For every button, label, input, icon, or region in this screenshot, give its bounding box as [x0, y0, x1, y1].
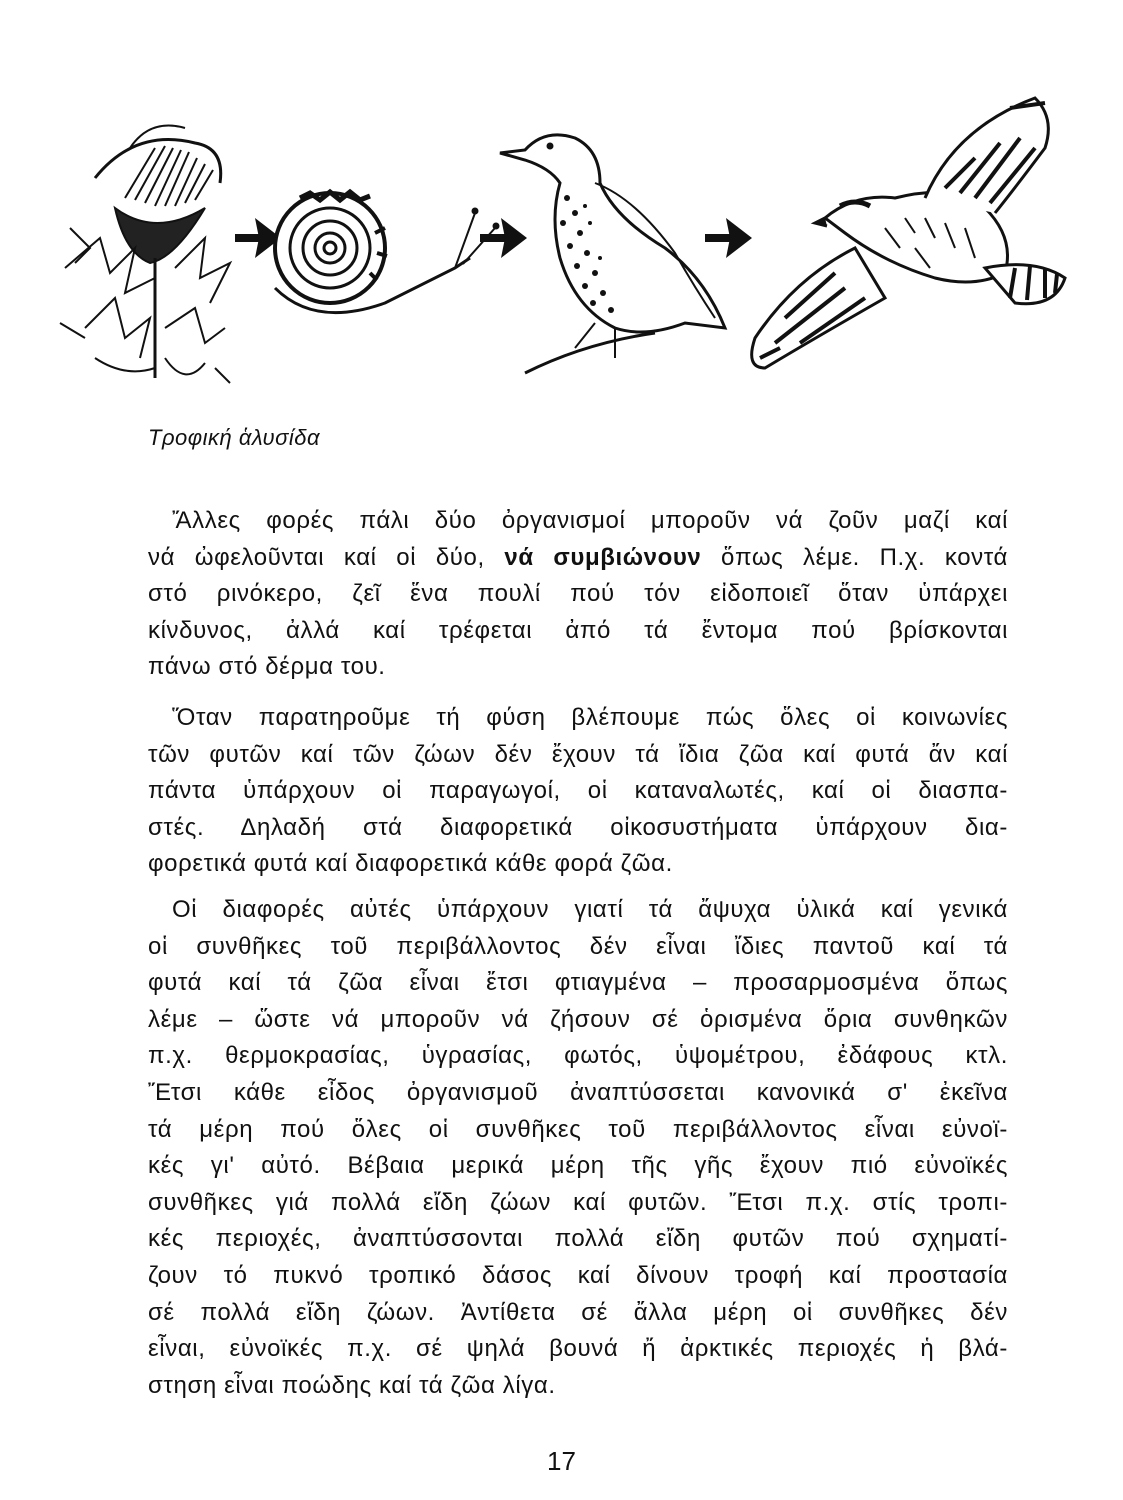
text-line: κές περιοχές, ἀναπτύσσονται πολλά εἴδη φυτῶν πού σχηματί- — [148, 1225, 1008, 1253]
food-chain-illustration — [55, 88, 1095, 388]
hawk-icon — [752, 98, 1065, 368]
text-line: κές γι' αὐτό. Βέβαια μερικά μέρη τῆς γῆς ἔχουν πιό εὐνοϊκές — [148, 1152, 1008, 1180]
text-line: σέ πολλά εἴδη ζώων. Ἀντίθετα σέ ἄλλα μέρη οἱ συνθῆκες δέν — [148, 1298, 1008, 1326]
text-span: ὅπως λέμε. Π.χ. κοντά — [701, 543, 1008, 571]
text-line: εἶναι, εὐνοϊκές π.χ. σέ ψηλά βουνά ἤ ἀρκτικές περιοχές ἡ βλά- — [148, 1335, 1008, 1363]
text-line: πάνω στό δέρμα του. — [148, 653, 386, 681]
thistle-plant-icon — [60, 126, 230, 384]
text-line: πάντα ὑπάρχουν οἱ παραγωγοί, οἱ καταναλωτές, καί οἱ διασπα- — [148, 777, 1008, 805]
text-line: Ὅταν παρατηροῦμε τή φύση βλέπουμε πώς ὅλες οἱ κοινωνίες — [172, 704, 1008, 731]
text-line: οἱ συνθῆκες τοῦ περιβάλλοντος δέν εἶναι ἴδιες παντοῦ καί τά — [148, 932, 1008, 960]
page-number: 17 — [547, 1446, 576, 1476]
paragraph — [148, 700, 1008, 883]
text-line: Οἱ διαφορές αὐτές ὑπάρχουν γιατί τά ἄψυχα ὑλικά καί γενικά — [172, 896, 1008, 923]
paragraph — [148, 503, 1008, 686]
text-line: τῶν φυτῶν καί τῶν ζώων δέν ἔχουν τά ἴδια ζῶα καί φυτά ἄν καί — [148, 740, 1008, 768]
text-line: κίνδυνος, ἀλλά καί τρέφεται ἀπό τά ἔντομα πού βρίσκονται — [148, 616, 1008, 644]
text-line: π.χ. θερμοκρασίας, ὑγρασίας, φωτός, ὑψομέτρου, ἐδάφους κτλ. — [148, 1042, 1008, 1070]
figure-caption: Τροφική ἁλυσίδα — [148, 425, 321, 450]
text-line: λέμε – ὥστε νά μποροῦν νά ζήσουν σέ ὁρισμένα ὅρια συνθηκῶν — [148, 1005, 1008, 1033]
bold-term: νά συμβιώνουν — [504, 543, 702, 571]
text-line: συνθῆκες γιά πολλά εἴδη ζώων καί φυτῶν. Ἔτσι π.χ. στίς τροπι- — [148, 1188, 1008, 1216]
text-line: φορετικά φυτά καί διαφορετικά κάθε φορά ζῶα. — [148, 850, 673, 878]
text-line: τά μέρη πού ὅλες οἱ συνθῆκες τοῦ περιβάλλοντος εἶναι εὐνοϊ- — [148, 1115, 1008, 1143]
text-span: νά ὠφελοῦνται καί οἱ δύο, — [148, 543, 505, 571]
paragraph — [148, 892, 1008, 1404]
arrow-right-icon — [480, 218, 527, 258]
text-line: στές. Δηλαδή στά διαφορετικά οἰκοσυστήματα ὑπάρχουν δια- — [148, 813, 1008, 841]
text-line: φυτά καί τά ζῶα εἶναι ἔτσι φτιαγμένα – προσαρμοσμένα ὅπως — [148, 969, 1008, 997]
text-line: ζουν τό πυκνό τροπικό δάσος καί δίνουν τροφή καί προστασία — [148, 1261, 1008, 1289]
thrush-bird-icon — [500, 135, 725, 373]
text-line: Ἔτσι κάθε εἶδος ὀργανισμοῦ ἀναπτύσσεται κανονικά σ' ἐκεῖνα — [148, 1078, 1008, 1106]
arrow-right-icon — [705, 218, 752, 258]
text-line — [148, 540, 1008, 577]
snail-icon — [275, 192, 499, 313]
text-line: Ἄλλες φορές πάλι δύο ὀργανισμοί μποροῦν νά ζοῦν μαζί καί — [172, 507, 1008, 534]
text-line: στό ρινόκερο, ζεῖ ἕνα πουλί πού τόν εἰδοποιεῖ ὅταν ὑπάρχει — [148, 580, 1008, 608]
text-line: στηση εἶναι ποώδης καί τά ζῶα λίγα. — [148, 1371, 556, 1399]
